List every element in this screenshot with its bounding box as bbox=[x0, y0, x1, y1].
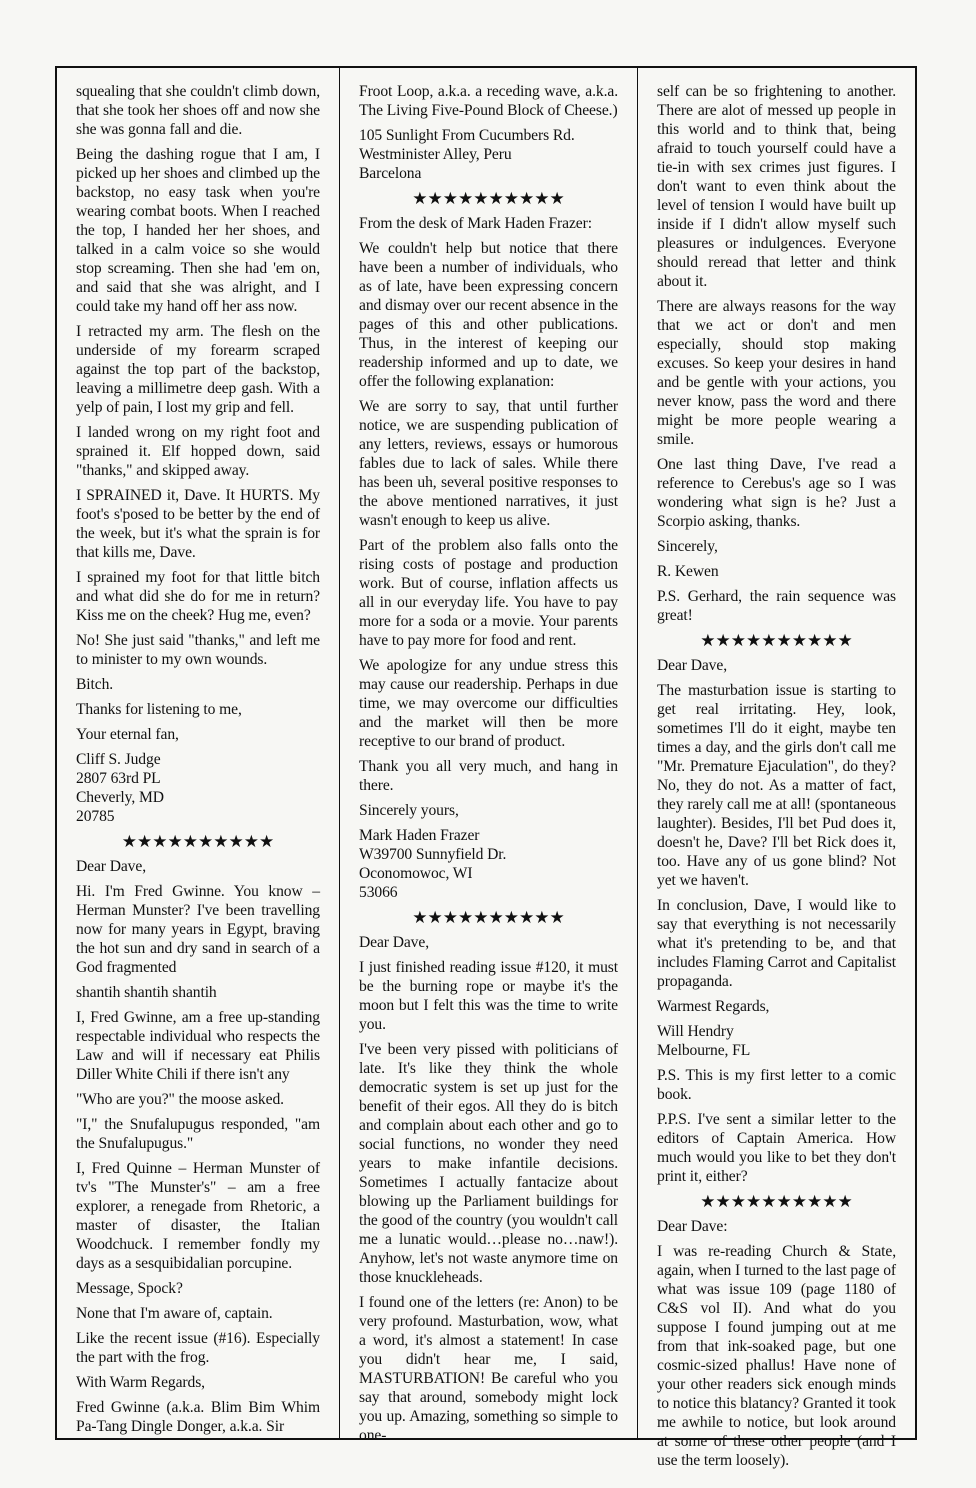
letter-paragraph: The masturbation issue is starting to get real irritating. Hey, look, sometimes I'll do it eight, maybe ten times a day, and the girls don't call me "Mr. Premature Ejaculation", do they? No, they do not. As a matter of fact, they rarely call me at all! (spontaneous laughter). Besides, I'll bet Pud does it, doesn't he, Dave? I'll bet Rick does it, too. Have any of us gone blind? Not yet we haven't. bbox=[657, 682, 896, 889]
letter-paragraph: Dear Dave: bbox=[657, 1218, 728, 1235]
letter-paragraph: Being the dashing rogue that I am, I picked up her shoes and climbed up the backstop, no easy task when you're wearing combat boots. When I reached the top, I handed her her shoes, and talked in a calm voice so she would stop screaming. Then she had 'em on, and said that she was alright, and I could take my hand off her ass now. bbox=[76, 146, 320, 315]
letter-paragraph: I found one of the letters (re: Anon) to be very profound. Masturbation, wow, what a word, it's almost a statement! In case you didn't hear me, I said, MASTURBATION! Be careful who you say that around, somebody might lock you up. Amazing, something so simple to one- bbox=[359, 1294, 618, 1444]
letter-paragraph: Dear Dave, bbox=[359, 934, 429, 951]
letter-paragraph: One last thing Dave, I've read a reference to Cerebus's age so I was wondering what sign is he? Just a Scorpio asking, thanks. bbox=[657, 456, 896, 530]
letter-paragraph: We apologize for any undue stress this may cause our readership. Perhaps in due time, we may overcome our difficulties and the market will then be more receptive to our brand of product. bbox=[359, 657, 618, 750]
letter-paragraph: No! She just said "thanks," and left me to minister to my own wounds. bbox=[76, 632, 320, 668]
letter-paragraph: Dear Dave, bbox=[76, 858, 146, 875]
letter-paragraph: I sprained my foot for that little bitch and what did she do for me in return? Kiss me on the cheek? Hug me, even? bbox=[76, 569, 320, 624]
letter-paragraph: Will Hendry Melbourne, FL bbox=[657, 1023, 751, 1059]
letter-paragraph: P.S. This is my first letter to a comic book. bbox=[657, 1067, 896, 1103]
column-1 bbox=[57, 68, 340, 1438]
letter-paragraph: I SPRAINED it, Dave. It HURTS. My foot's s'posed to be better by the end of the week, but it's what the sprain is for that kills me, Dave. bbox=[76, 487, 320, 561]
star-divider: ★★★★★★★★★★ bbox=[121, 832, 275, 851]
letter-paragraph: Warmest Regards, bbox=[657, 998, 770, 1015]
letter-paragraph: 105 Sunlight From Cucumbers Rd. Westminister Alley, Peru Barcelona bbox=[359, 127, 575, 182]
letter-paragraph: I just finished reading issue #120, it must be the burning rope or maybe it's the moon but I felt this was the time to write you. bbox=[359, 959, 618, 1033]
letter-paragraph: I, Fred Quinne – Herman Munster of tv's "The Munster's" – am a free explorer, a renegade from Rhetoric, a master of disaster, the Italian Woodchuck. I remember fondly my days as a sesquibidalian porcupine. bbox=[76, 1160, 320, 1272]
letter-paragraph: Hi. I'm Fred Gwinne. You know – Herman Munster? I've been travelling now for many years in Egypt, braving the hot sun and dry sand in search of a God fragmented bbox=[76, 883, 320, 976]
star-divider: ★★★★★★★★★★ bbox=[700, 1192, 853, 1211]
letter-paragraph: Cliff S. Judge 2807 63rd PL Cheverly, MD 20785 bbox=[76, 751, 164, 825]
letter-paragraph: "I," the Snufalupugus responded, "am the Snufalupugus." bbox=[76, 1116, 320, 1152]
letter-paragraph: I, Fred Gwinne, am a free up-standing respectable individual who respects the Law and will if necessary eat Philis Diller White Chili if there isn't any bbox=[76, 1009, 320, 1083]
column-2 bbox=[340, 68, 638, 1444]
letter-paragraph: Dear Dave, bbox=[657, 657, 727, 674]
letter-paragraph: Message, Spock? bbox=[76, 1280, 183, 1297]
letter-paragraph: Fred Gwinne (a.k.a. Blim Bim Whim Pa-Tang Dingle Donger, a.k.a. Sir bbox=[76, 1399, 320, 1435]
letter-paragraph: I landed wrong on my right foot and sprained it. Elf hopped down, said "thanks," and skipped away. bbox=[76, 424, 320, 479]
letter-paragraph: Like the recent issue (#16). Especially the part with the frog. bbox=[76, 1330, 320, 1366]
letter-paragraph: I retracted my arm. The flesh on the underside of my forearm scraped against the top part of the backstop, leaving a millimetre deep gash. With a yelp of pain, I lost my grip and fell. bbox=[76, 323, 320, 416]
letter-paragraph: None that I'm aware of, captain. bbox=[76, 1305, 273, 1322]
letter-paragraph: Mark Haden Frazer W39700 Sunnyfield Dr. Oconomowoc, WI 53066 bbox=[359, 827, 507, 901]
star-divider: ★★★★★★★★★★ bbox=[412, 189, 565, 208]
letter-paragraph: P.S. Gerhard, the rain sequence was great! bbox=[657, 588, 896, 624]
letter-paragraph: Froot Loop, a.k.a. a receding wave, a.k.a. The Living Five-Pound Block of Cheese.) bbox=[359, 83, 618, 119]
letter-paragraph: Sincerely yours, bbox=[359, 802, 459, 819]
letters-page bbox=[55, 66, 917, 1469]
letter-paragraph: I was re-reading Church & State, again, when I turned to the last page of what was issue 109 (page 1180 of C&S vol II). And what do you suppose I found jumping out at me from that ink-soaked page, but one cosmic-sized phallus! Have none of your other readers sick enough minds to notice this blatancy? Granted it took me awhile to notice, but look around at some of these other people (and I use the term loosely). bbox=[657, 1243, 896, 1469]
letter-paragraph: R. Kewen bbox=[657, 563, 719, 580]
letter-paragraph: With Warm Regards, bbox=[76, 1374, 205, 1391]
letter-paragraph: We couldn't help but notice that there have been a number of individuals, who as of late, have been expressing concern and dismay over our recent absence in the pages of this and other publications. Thus, in the interest of keeping our readership informed and up to date, we offer the following explanation: bbox=[359, 240, 618, 390]
letter-paragraph: There are always reasons for the way that we act or don't and men especially, should stop making excuses. So keep your desires in hand and be gentle with your actions, you never know, pass the word and there might be more people wearing a smile. bbox=[657, 298, 896, 448]
letter-paragraph: self can be so frightening to another. There are alot of messed up people in this world and to think that, being afraid to touch yourself could have a tie-in with sex crimes just figures. I don't want to even think about the level of tension I would have built up inside if I didn't allow myself such pleasures or indulgences. Everyone should reread that letter and think about it. bbox=[657, 83, 896, 290]
letter-paragraph: Sincerely, bbox=[657, 538, 718, 555]
star-divider: ★★★★★★★★★★ bbox=[412, 908, 565, 927]
letter-paragraph: I've been very pissed with politicians of late. It's like they think the whole democratic system is set up just for the benefit of their egos. All they do is bitch and complain about each other and go to social functions, no wonder they need years to make infantile decisions. Sometimes I actually fantacize about blowing up the Parliament buildings for the good of the country (you wouldn't call me a lunatic would…please no…naw!). Anyhow, let's not waste anymore time on those knuckleheads. bbox=[359, 1041, 618, 1286]
letter-paragraph: "Who are you?" the moose asked. bbox=[76, 1091, 284, 1108]
letter-paragraph: shantih shantih shantih bbox=[76, 984, 217, 1001]
letter-paragraph: Thank you all very much, and hang in there. bbox=[359, 758, 618, 794]
letter-paragraph: In conclusion, Dave, I would like to say that everything is not necessarily what it's pretending to be, and that includes Flaming Carrot and Capitalist propaganda. bbox=[657, 897, 896, 990]
letter-paragraph: squealing that she couldn't climb down, that she took her shoes off and now she she was gonna fall and die. bbox=[76, 83, 320, 138]
column-3 bbox=[638, 68, 915, 1469]
letter-paragraph: Bitch. bbox=[76, 676, 114, 693]
letter-paragraph: From the desk of Mark Haden Frazer: bbox=[359, 215, 592, 232]
letter-paragraph: P.P.S. I've sent a similar letter to the editors of Captain America. How much would you like to bet they don't print it, either? bbox=[657, 1111, 896, 1185]
star-divider: ★★★★★★★★★★ bbox=[700, 631, 853, 650]
letter-paragraph: Your eternal fan, bbox=[76, 726, 179, 743]
letter-paragraph: Thanks for listening to me, bbox=[76, 701, 242, 718]
letter-paragraph: Part of the problem also falls onto the rising costs of postage and production work. But of course, inflation affects us all in our everyday life. You have to pay more for a soda or a movie. Your parents have to pay more for food and rent. bbox=[359, 537, 618, 649]
letter-paragraph: We are sorry to say, that until further notice, we are suspending publication of any letters, reviews, essays or humorous fables due to lack of sales. While there has been uh, several positive responses to the above mentioned narratives, it just wasn't enough to keep us alive. bbox=[359, 398, 618, 529]
